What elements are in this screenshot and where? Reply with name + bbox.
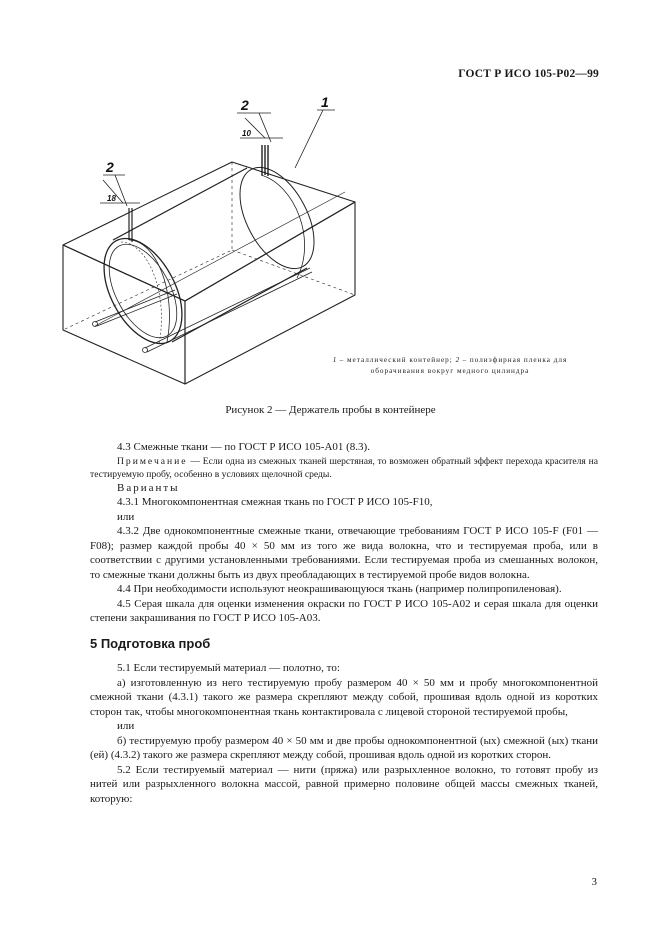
clause-4-3: 4.3 Смежные ткани — по ГОСТ Р ИСО 105-А01 (8.3). bbox=[117, 441, 370, 453]
note-text: — Если одна из смежных тканей шерстяная, то возможен обратный эффект перехода красителя на тестируемую пробу, особенно в условиях щелочной среды. bbox=[90, 455, 598, 480]
figure-caption: Рисунок 2 — Держатель пробы в контейнере bbox=[225, 404, 436, 416]
clause-4-3-1: 4.3.1 Многокомпонентная смежная ткань по ГОСТ Р ИСО 105-F10, bbox=[117, 496, 433, 508]
or-1: или bbox=[117, 510, 135, 523]
clause-5-1: 5.1 Если тестируемый материал — полотно, то: bbox=[117, 662, 340, 674]
support-rods bbox=[93, 268, 313, 353]
dimension-10: 10 bbox=[242, 129, 251, 138]
or-2: или bbox=[117, 720, 135, 732]
body-text bbox=[90, 440, 598, 806]
container-drawing bbox=[55, 90, 615, 390]
note bbox=[90, 455, 598, 481]
standard-code-header: ГОСТ Р ИСО 105-Р02—99 bbox=[458, 68, 599, 80]
polyester-film-strip-left bbox=[129, 208, 132, 242]
clause-4-5: 4.5 Серая шкала для оценки изменения окраски по ГОСТ Р ИСО 105-А02 и серая шкала для оценки степени закрашивания по ГОСТ Р ИСО 105-А03. bbox=[90, 597, 598, 624]
clause-4-3-2: 4.3.2 Две однокомпонентные смежные ткани, отвечающие требованиям ГОСТ Р ИСО 105-F (F01 — F08); размер каждой пробы 40 × 50 мм из того же вида волокна, что и тестируемая проба, или в соответствии с другими установленными требованиями. Если тестируемая проба из смешанных волокон, то смежные ткани должны быть из двух преобладающих в тестируемой пробе видов волокна. bbox=[90, 525, 598, 581]
polyester-film-strip-top bbox=[262, 145, 268, 176]
box-top-face bbox=[63, 162, 355, 301]
variants-heading: Варианты bbox=[117, 481, 180, 494]
note-label: Примечание bbox=[117, 455, 188, 467]
figure-legend bbox=[305, 355, 595, 377]
box-front-face bbox=[63, 245, 185, 384]
clause-5-2: 5.2 Если тестируемый материал — нити (пряжа) или разрыхленное волокно, то готовят пробу из нитей или разрыхленного волокна массой, равной примерно половине общей массы смежных тканей, которую: bbox=[90, 763, 598, 805]
dimension-18: 18 bbox=[107, 194, 116, 203]
legend-line-2: оборачивания вокруг медного цилиндра bbox=[370, 367, 530, 375]
clause-5-1-a: а) изготовленную из него тестируемую пробу размером 40 × 50 мм и пробу многокомпонентной смежной ткани (4.3.1) такого же размера скрепляют между собой, прошивая вдоль одной из коротких сторон так, чтобы многокомпонентная ткань контактировала с лицевой стороной тестируемой пробы, bbox=[90, 676, 598, 718]
section-5-title: 5 Подготовка проб bbox=[90, 635, 211, 651]
page-number: 3 bbox=[591, 876, 597, 888]
label-2-left: 2 bbox=[106, 159, 114, 175]
label-1: 1 bbox=[321, 94, 329, 110]
label-2-top: 2 bbox=[241, 97, 249, 113]
copper-cylinder bbox=[88, 155, 329, 356]
legend-line-1: 1 – металлический контейнер; 2 – полиэфирная пленка для bbox=[332, 356, 568, 364]
clause-4-4: 4.4 При необходимости используют неокрашивающуюся ткань (например полипропиленовая). bbox=[117, 583, 562, 595]
clause-5-1-b: б) тестируемую пробу размером 40 × 50 мм и две пробы однокомпонентной (ых) смежной (ых) ткани (ей) (4.3.2) такого же размера скрепляют между собой, прошивая вдоль одной из коротких сторон. bbox=[90, 734, 598, 761]
